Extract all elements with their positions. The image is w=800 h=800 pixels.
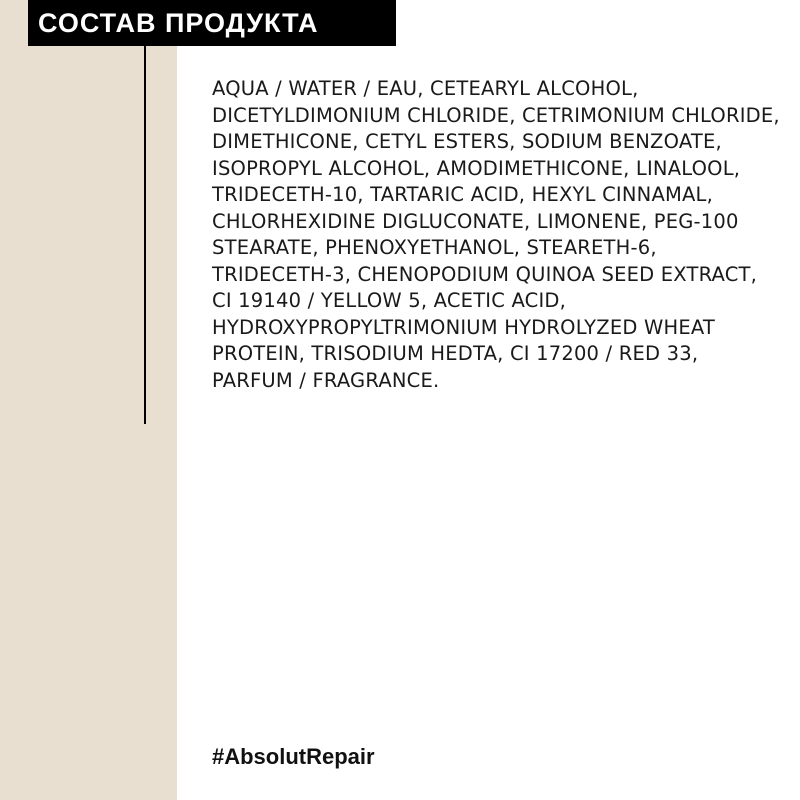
- ingredients-list: AQUA / WATER / EAU, CETEARYL ALCOHOL, DICETYLDIMONIUM CHLORIDE, CETRIMONIUM CHLORIDE, DIMETHICONE, CETYL ESTERS, SODIUM BENZOATE, ISOPROPYL ALCOHOL, AMODIMETHICONE, LINALOOL, TRIDECETH-10, TARTARIC ACID, HEXYL CINNAMAL, CHLORHEXIDINE DIGLUCONATE, LIMONENE, PEG-100 STEARATE, PHENOXYETHANOL, STEARETH-6, TRIDECETH-3, CHENOPODIUM QUINOA SEED EXTRACT, CI 19140 / YELLOW 5, ACETIC ACID, HYDROXYPROPYLTRIMONIUM HYDROLYZED WHEAT PROTEIN, TRISODIUM HEDTA, CI 17200 / RED 33, PARFUM / FRAGRANCE.: [212, 77, 780, 392]
- hashtag-label: #AbsolutRepair: [212, 744, 375, 769]
- beige-side-panel: [0, 0, 177, 800]
- vertical-divider-line: [144, 46, 146, 424]
- section-title: СОСТАВ ПРОДУКТА: [28, 0, 396, 46]
